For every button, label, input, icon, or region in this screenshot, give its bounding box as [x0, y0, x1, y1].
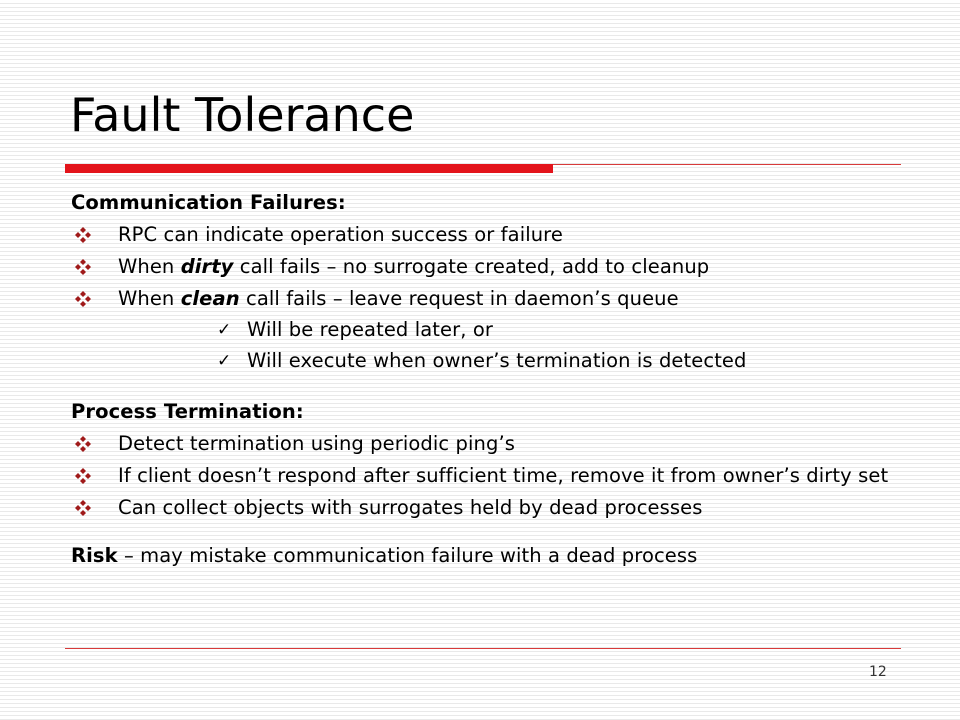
bullet-text [118, 255, 911, 279]
checkmark-icon: ✓ [217, 351, 232, 371]
diamond-bullet-icon [75, 464, 91, 488]
section-heading-process-termination: Process Termination: [71, 400, 304, 423]
sub-bullet-text: Will be repeated later, or [247, 318, 493, 341]
bullet-text: RPC can indicate operation success or failure [118, 223, 563, 246]
diamond-bullet-icon [75, 287, 91, 311]
bullet-text-pre: When [118, 255, 181, 278]
bullet-text-pre: When [118, 287, 181, 310]
bullet-text-post: call fails – leave request in daemon’s queue [239, 287, 679, 310]
list-item [71, 223, 911, 247]
diamond-bullet-icon [75, 255, 91, 279]
diamond-bullet-icon [75, 223, 91, 247]
sub-list-item [71, 318, 911, 342]
page-number: 12 [869, 664, 887, 680]
bullet-text: Can collect objects with surrogates held by dead processes [118, 496, 703, 519]
emphasis-clean: clean [180, 287, 240, 310]
diamond-bullet-icon [75, 432, 91, 456]
section-heading-communication: Communication Failures: [71, 191, 346, 214]
slide-title: Fault Tolerance [70, 88, 415, 142]
list-item [71, 496, 911, 520]
list-item [71, 464, 911, 488]
bullet-text [118, 287, 911, 311]
list-item [71, 287, 911, 311]
bullet-text: If client doesn’t respond after sufficient time, remove it from owner’s dirty set [118, 464, 889, 487]
risk-label: Risk [71, 544, 118, 567]
title-underline-red [65, 164, 553, 173]
footer-rule [65, 648, 901, 649]
bullet-text: Detect termination using periodic ping’s [118, 432, 516, 455]
emphasis-dirty: dirty [180, 255, 234, 278]
title-underline-thin [553, 164, 901, 165]
risk-line [71, 544, 911, 568]
diamond-bullet-icon [75, 496, 91, 520]
list-item [71, 255, 911, 279]
list-item [71, 432, 911, 456]
sub-bullet-text: Will execute when owner’s termination is detected [247, 349, 747, 372]
bullet-text-post: call fails – no surrogate created, add to cleanup [233, 255, 710, 278]
slide-body [71, 191, 911, 568]
sub-list-item [71, 349, 911, 373]
checkmark-icon: ✓ [217, 320, 232, 340]
risk-text: – may mistake communication failure with a dead process [117, 544, 698, 567]
